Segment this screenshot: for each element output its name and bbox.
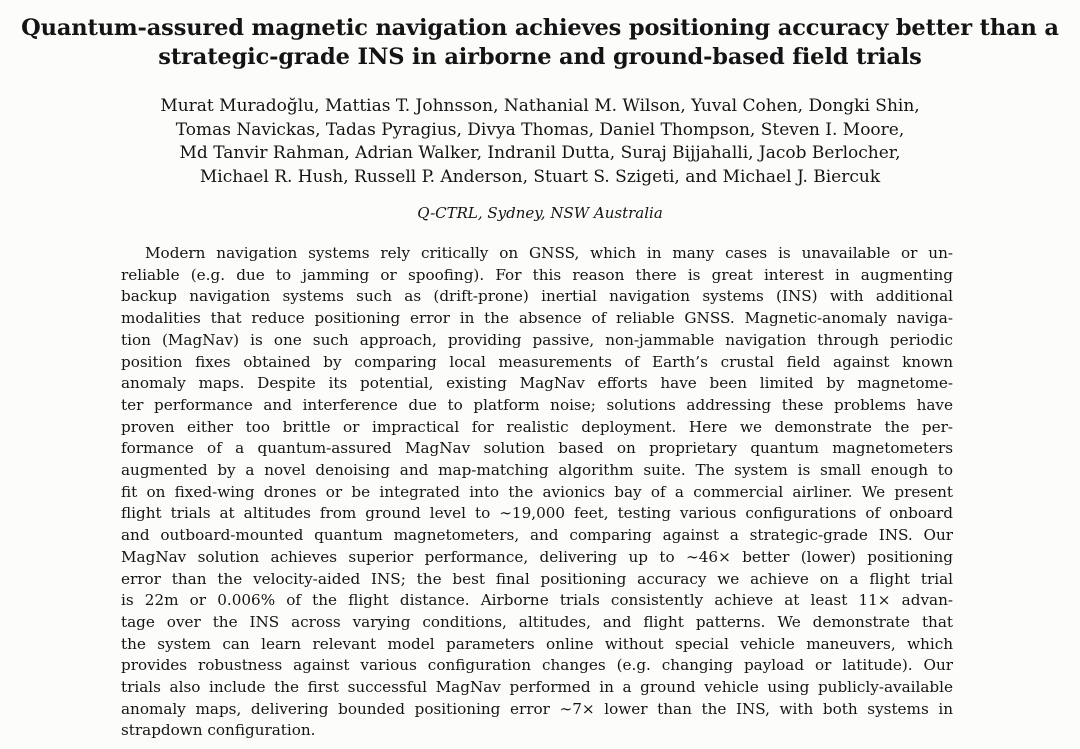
abstract-line: formance of a quantum-assured MagNav solution based on proprietary quantum magnetometers [121, 439, 953, 458]
abstract-line: anomaly maps. Despite its potential, existing MagNav efforts have been limited by magnetome- [121, 374, 953, 393]
abstract-line: backup navigation systems such as (drift-prone) inertial navigation systems (INS) with additional [121, 287, 953, 306]
abstract-line: the system can learn relevant model parameters online without special vehicle maneuvers, which [121, 634, 953, 653]
abstract-line: and outboard-mounted quantum magnetometers, and comparing against a strategic-grade INS. Our [121, 526, 953, 545]
abstract-line: modalities that reduce positioning error in the absence of reliable GNSS. Magnetic-anomaly naviga- [121, 309, 953, 328]
abstract-line: trials also include the first successful MagNav performed in a ground vehicle using publicly-available [121, 678, 953, 697]
title-line: Quantum-assured magnetic navigation achieves positioning accuracy better than a [21, 15, 1059, 41]
author-line: Murat Muradoğlu, Mattias T. Johnsson, Nathanial M. Wilson, Yuval Cohen, Dongki Shin, [160, 96, 920, 116]
affiliation: Q-CTRL, Sydney, NSW Australia [417, 204, 663, 222]
abstract-line: error than the velocity-aided INS; the best final positioning accuracy we achieve on a flight trial [121, 569, 953, 588]
abstract-line: tage over the INS across varying conditions, altitudes, and flight patterns. We demonstrate that [121, 612, 953, 631]
abstract-line: strapdown configuration. [121, 721, 316, 740]
abstract-line: is 22m or 0.006% of the flight distance. Airborne trials consistently achieve at least 11× advan- [121, 591, 953, 610]
paper-title [20, 14, 1060, 72]
abstract-line: MagNav solution achieves superior performance, delivering up to ∼46× better (lower) positioning [121, 547, 953, 566]
title-line: strategic-grade INS in airborne and ground-based field trials [158, 44, 922, 70]
abstract-line: fit on fixed-wing drones or be integrated into the avionics bay of a commercial airliner. We present [121, 482, 953, 501]
abstract-line: provides robustness against various configuration changes (e.g. changing payload or latitude). Our [121, 656, 953, 675]
abstract-line: proven either too brittle or impractical for realistic deployment. Here we demonstrate the per- [121, 417, 953, 436]
abstract-line: flight trials at altitudes from ground level to ∼19,000 feet, testing various configurations of onboard [121, 504, 953, 523]
author-list [40, 95, 1040, 189]
author-line: Md Tanvir Rahman, Adrian Walker, Indranil Dutta, Suraj Bijjahalli, Jacob Berlocher, [179, 143, 901, 163]
abstract [121, 243, 953, 742]
abstract-line: position fixes obtained by comparing local measurements of Earth’s crustal field against known [121, 352, 953, 371]
abstract-line: anomaly maps, delivering bounded positioning error ∼7× lower than the INS, with both systems in [121, 699, 953, 718]
author-line: Tomas Navickas, Tadas Pyragius, Divya Thomas, Daniel Thompson, Steven I. Moore, [175, 119, 905, 140]
author-line: Michael R. Hush, Russell P. Anderson, Stuart S. Szigeti, and Michael J. Biercuk [199, 166, 881, 187]
abstract-line: Modern navigation systems rely critically on GNSS, which in many cases is unavailable or un- [145, 244, 953, 262]
abstract-line: tion (MagNav) is one such approach, providing passive, non-jammable navigation through periodic [121, 330, 953, 349]
abstract-line: augmented by a novel denoising and map-matching algorithm suite. The system is small enough to [121, 461, 953, 480]
abstract-line: ter performance and interference due to platform noise; solutions addressing these problems have [121, 395, 953, 414]
abstract-line: reliable (e.g. due to jamming or spoofing). For this reason there is great interest in augmenting [121, 265, 953, 284]
